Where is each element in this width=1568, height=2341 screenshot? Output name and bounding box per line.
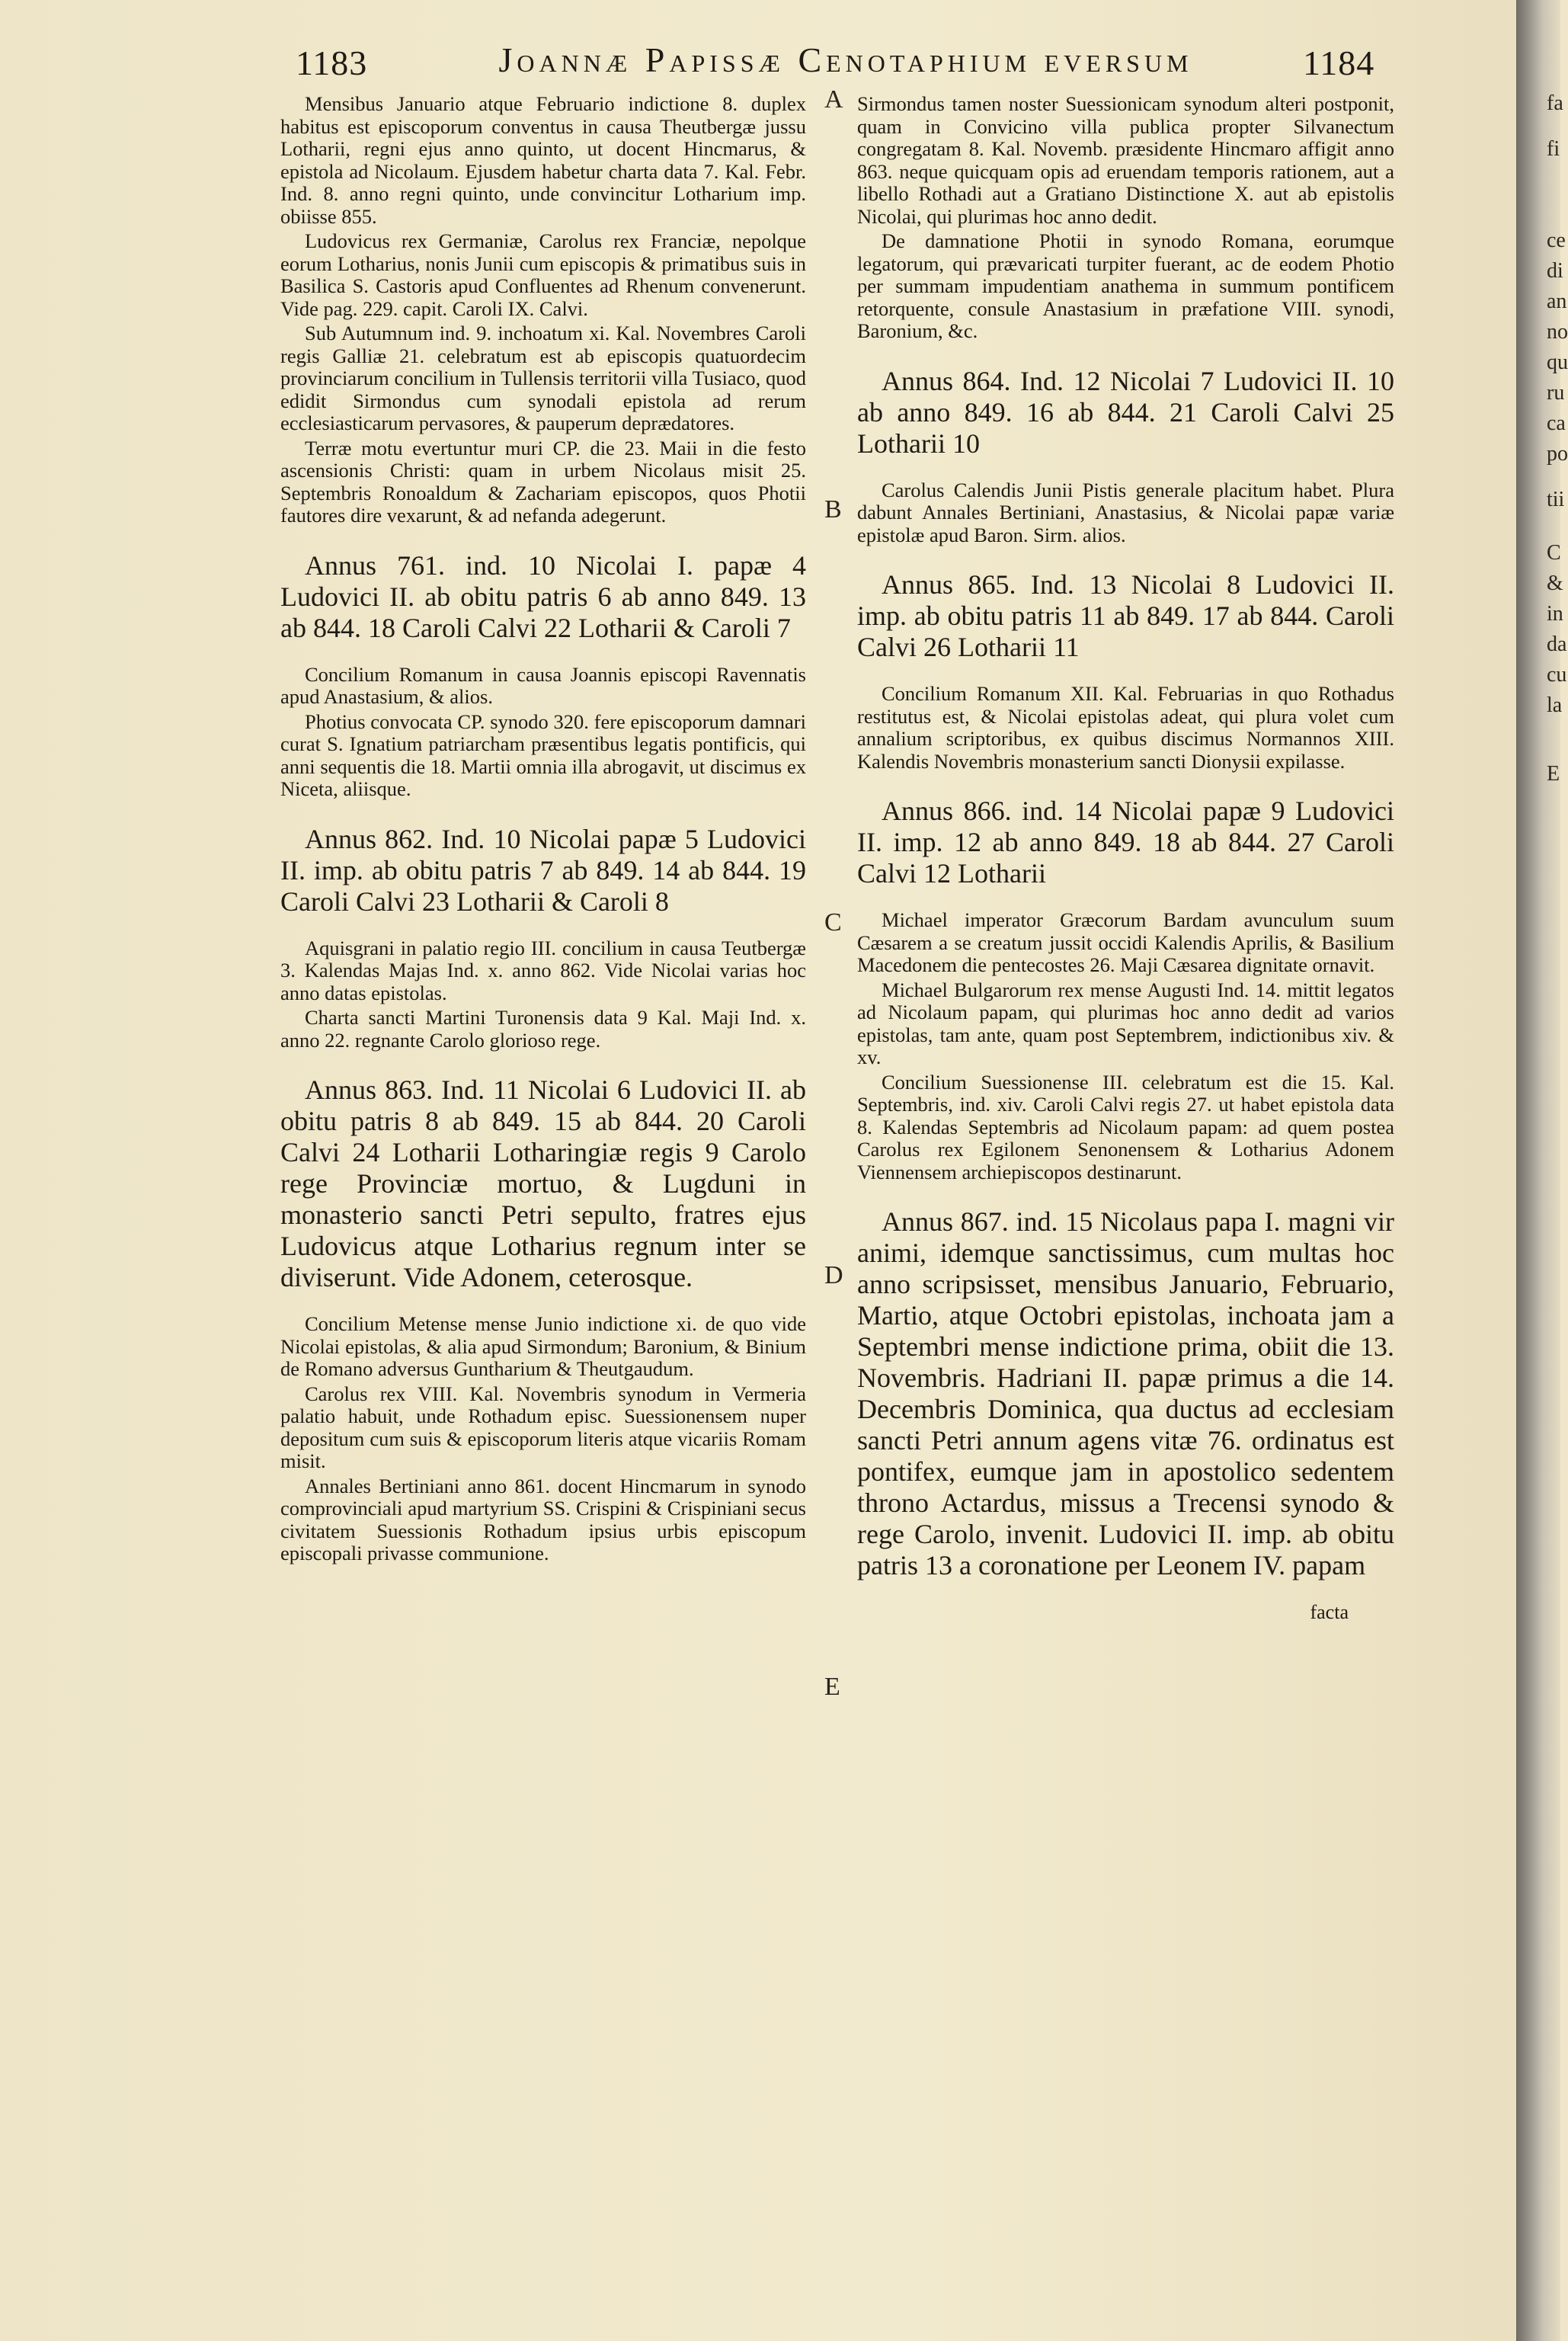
paragraph: Sub Autumnum ind. 9. inchoatum xi. Kal. Novembres Caroli regis Galliæ 21. celebratum est ab episcopis quatuordecim provinciarum concilium in Tullensis territorii villa Tusiaco, quod edidit Sirmondus cum synodali epistola ad rerum ecclesiasticarum pervasores, & pauperum deprædatores. <box>280 322 806 434</box>
right-page-number: 1184 <box>1303 43 1375 82</box>
facing-page-fragment: C <box>1547 541 1561 565</box>
facing-page-fragment: qu <box>1547 351 1568 374</box>
facing-page-fragment: E <box>1547 762 1560 786</box>
paragraph: Concilium Romanum in causa Joannis episcopi Ravennatis apud Anastasium, & alios. <box>280 662 806 708</box>
facing-page-fragment: no <box>1547 320 1568 344</box>
left-text-column <box>280 93 806 1568</box>
facing-page-fragment: & <box>1547 572 1563 595</box>
margin-letter-d: D <box>824 1261 843 1289</box>
facing-page-fragments <box>1547 0 1568 2341</box>
paragraph: De damnatione Photii in synodo Romana, eorumque legatorum, qui prævaricati turpiter fuerant, ac de eodem Photio per summam impudentiam anathema in summum pontificem retorquente, consule Anastasium in præfatione VIII. synodi, Baronium, &c. <box>857 229 1394 342</box>
paragraph: Photius convocata CP. synodo 320. fere episcoporum damnari curat S. Ignatium patriarcham præsentibus legatis pontificis, qui anni sequentis die 18. Martii omnia illa abrogavit, ut discimus ex Niceta, aliisque. <box>280 709 806 800</box>
facing-page-fragment: fa <box>1547 91 1563 115</box>
year-heading: Annus 867. ind. 15 Nicolaus papa I. magni vir animi, idemque sanctissimus, cum multas hoc anno scripsisset, mensibus Januario, Februario, Martio, atque Octobri epistolas, inchoata jam a Septembri mense indictione prima, obiit die 13. Novembris. Hadriani II. papæ primus a die 14. Decembris Dominica, qua ductus ad ecclesiam sancti Petri annum agens vitæ 76. ordinatus est pontifex, eumque jam in apostolico sedentem throno Actardus, missus a Trecensi synodo & rege Carolo, invenit. Ludovici II. imp. ab obitu patris 13 a coronatione per Leonem IV. papam <box>857 1206 1394 1580</box>
paragraph: Sirmondus tamen noster Suessionicam synodum alteri postponit, quam in Convicino villa publica propter Silvanectum congregatam 8. Kal. Novemb. præsidente Hincmaro affigit anno 863. neque quicquam opis ad eruendam temporis rationem, aut a libello Rothadi aut a Gratiano Distinctione X. aut ab epistolis Nicolai, qui plurimas hoc anno dedit. <box>857 92 1394 228</box>
catchword: facta <box>1310 1601 1349 1623</box>
paragraph: Concilium Suessionense III. celebratum est die 15. Kal. Septembris, ind. xiv. Caroli Calvi regis 27. ut habet epistola data 8. Kalendas Septembris ad Nicolaum papam: ad quem postea Carolus rex Egilonem Senonensem & Lotharius Adonem Viennensem archiepiscopos destinarunt. <box>857 1070 1394 1183</box>
facing-page-fragment: ce <box>1547 229 1566 252</box>
margin-letter-e: E <box>824 1673 840 1701</box>
facing-page-fragment: fi <box>1547 137 1560 161</box>
paragraph: Ludovicus rex Germaniæ, Carolus rex Franciæ, nepolque eorum Lotharius, nonis Junii cum episcopis & primatibus suis in Basilica S. Castoris apud Confluentes ad Rhenum convenerunt. Vide pag. 229. capit. Caroli IX. Calvi. <box>280 229 806 320</box>
facing-page-fragment: an <box>1547 290 1567 313</box>
facing-page-fragment: di <box>1547 259 1563 283</box>
paragraph: Michael Bulgarorum rex mense Augusti Ind. 14. mittit legatos ad Nicolaum papam, qui plurimas hoc anno dedit ad varios epistolas, tam ante, quam post Septembrem, indictionibus xiv. & xv. <box>857 978 1394 1068</box>
paragraph: Carolus rex VIII. Kal. Novembris synodum in Vermeria palatio habuit, unde Rothadum episc. Suessionensem nuper depositum cum suis & episcoporum literis atque vicariis Romam misit. <box>280 1382 806 1472</box>
facing-page-fragment: ru <box>1547 381 1565 405</box>
paragraph: Concilium Romanum XII. Kal. Februarias in quo Rothadus restitutus est, & Nicolai epistolas adeat, qui plura volet cum annalium scriptoribus, ex quibus discimus Normannos XIII. Kalendis Novembris monasterium sancti Dionysii expilasse. <box>857 682 1394 773</box>
paragraph: Michael imperator Græcorum Bardam avunculum suum Cæsarem a se creatum jussit occidi Kalendis Aprilis, & Basilium Macedonem die pentecostes 26. Maji Cæsarea dignitate ornavit. <box>857 908 1394 976</box>
year-heading: Annus 761. ind. 10 Nicolai I. papæ 4 Ludovici II. ab obitu patris 6 ab anno 849. 13 ab 844. 18 Caroli Calvi 22 Lotharii & Caroli 7 <box>280 549 806 643</box>
year-heading: Annus 866. ind. 14 Nicolai papæ 9 Ludovici II. imp. 12 ab anno 849. 18 ab 844. 27 Caroli Calvi 12 Lotharii <box>857 796 1394 889</box>
paragraph: Terræ motu evertuntur muri CP. die 23. Maii in die festo ascensionis Christi: quam in urbem Nicolaus misit 25. Septembris Ronoaldum & Zachariam episcopos, quos Photii fautores dire vexarunt, & ad nefanda adegerunt. <box>280 436 806 527</box>
paragraph: Aquisgrani in palatio regio III. concilium in causa Teutbergæ 3. Kalendas Majas Ind. x. anno 862. Vide Nicolai varias hoc anno datas epistolas. <box>280 936 806 1004</box>
facing-page-fragment: cu <box>1547 663 1567 687</box>
paragraph: Annales Bertiniani anno 861. docent Hincmarum in synodo comprovinciali apud martyrium SS. Crispini & Crispiniani secus civitatem Suessionis Rothadum ipsius urbis episcopum episcopali privasse communione. <box>280 1474 806 1564</box>
paragraph: Carolus Calendis Junii Pistis generale placitum habet. Plura dabunt Annales Bertiniani, Anastasius, & Nicolai papæ variæ epistolæ apud Baron. Sirm. alios. <box>857 478 1394 546</box>
left-page-number: 1183 <box>296 43 368 82</box>
running-title: Joannæ Papissæ Cenotaphium eversum <box>498 40 1193 79</box>
year-heading: Annus 864. Ind. 12 Nicolai 7 Ludovici II. 10 ab anno 849. 16 ab 844. 21 Caroli Calvi 25 Lotharii 10 <box>857 365 1394 459</box>
facing-page-fragment: tii <box>1547 488 1565 511</box>
year-heading: Annus 863. Ind. 11 Nicolai 6 Ludovici II. ab obitu patris 8 ab 849. 15 ab 844. 20 Caroli Calvi 24 Lotharii Lotharingiæ regis 9 Carolo rege Provinciæ mortuo, & Lugduni in monasterio sancti Petri sepulto, fratres ejus Ludovicus atque Lotharius regnum inter se diviserunt. Vide Adonem, ceterosque. <box>280 1074 806 1292</box>
paragraph: Concilium Metense mense Junio indictione xi. de quo vide Nicolai epistolas, & alia apud Sirmondum; Baronium, & Binium de Romano adversus Guntharium & Theutgaudum. <box>280 1312 806 1380</box>
facing-page-fragment: la <box>1547 693 1563 717</box>
year-heading: Annus 862. Ind. 10 Nicolai papæ 5 Ludovici II. imp. ab obitu patris 7 ab 849. 14 ab 844. 19 Caroli Calvi 23 Lotharii & Caroli 8 <box>280 823 806 917</box>
facing-page-fragment: po <box>1547 442 1568 466</box>
facing-page-fragment: in <box>1547 602 1563 626</box>
margin-letter-b: B <box>824 495 842 524</box>
paragraph: Charta sancti Martini Turonensis data 9 Kal. Maji Ind. x. anno 22. regnante Carolo glorioso rege. <box>280 1006 806 1052</box>
right-text-column <box>857 93 1394 1644</box>
year-heading: Annus 865. Ind. 13 Nicolai 8 Ludovici II. imp. ab obitu patris 11 ab 849. 17 ab 844. Caroli Calvi 26 Lotharii 11 <box>857 569 1394 662</box>
paragraph: Mensibus Januario atque Februario indictione 8. duplex habitus est episcoporum conventus in causa Theutbergæ jussu Lotharii, regni ejus anno quinto, ut docent Hincmarus, & epistola ad Nicolaum. Ejusdem habetur charta data 7. Kal. Febr. Ind. 8. anno regni quinto, unde convincitur Lotharium imp. obiisse 855. <box>280 92 806 228</box>
facing-page-fragment: ca <box>1547 412 1566 435</box>
margin-letter-c: C <box>824 908 842 937</box>
margin-letter-a: A <box>824 85 843 114</box>
facing-page-fragment: da <box>1547 632 1567 656</box>
